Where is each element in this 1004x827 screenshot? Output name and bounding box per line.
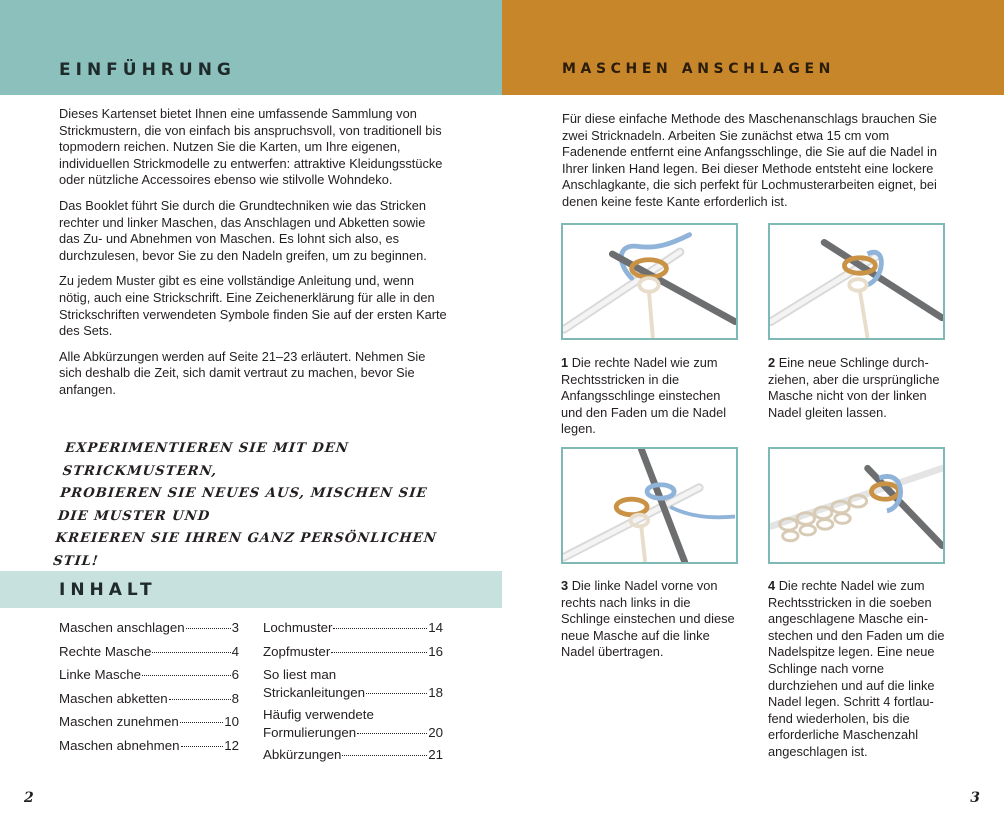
toc-leader-dots: [186, 628, 231, 629]
step-number: 4: [768, 578, 776, 593]
knitting-needles-icon: [770, 225, 943, 338]
toc-entry[interactable]: [59, 710, 239, 734]
toc-entry[interactable]: [263, 663, 443, 703]
intro-paragraph: Das Booklet führt Sie durch die Grundtechniken wie das Stricken rechter und linker Maschen, das Anschlagen und Abketten sowie das Zu- und Abnehmen von Maschen. Es lohnt sich also, es durchzulesen, bevor Sie zu den Nadeln greifen, um zu beginnen.: [59, 197, 427, 263]
toc-entry-title-line1: Häufig verwendete: [263, 707, 374, 722]
step-1-caption: [561, 355, 741, 438]
toc-entry-title: Formulierungen: [263, 724, 357, 740]
step-text: Die linke Nadel vorne von rechts nach links in die Schlinge einstechen und diese neue Masche auf die linke Nadel übertragen.: [561, 578, 735, 660]
handwritten-quote: [52, 438, 466, 573]
toc-entry-page: 16: [428, 643, 443, 659]
toc-entry-title: Lochmuster: [263, 620, 333, 635]
toc-entry-page: 4: [231, 643, 239, 659]
toc-entry-page: 10: [224, 714, 239, 729]
toc-leader-dots: [152, 652, 230, 653]
step-text: Die rechte Nadel wie zum Rechtsstricken in die Anfangsschlinge einstechen und den Faden um die Nadel legen.: [561, 355, 727, 437]
step-number: 1: [561, 355, 569, 370]
heading-maschen-anschlagen: MASCHEN ANSCHLAGEN: [562, 61, 835, 77]
toc-entry[interactable]: [59, 640, 239, 664]
toc-entry-title: Abkürzungen: [263, 747, 342, 762]
heading-inhalt: INHALT: [59, 580, 157, 600]
intro-paragraph: Dieses Kartenset bietet Ihnen eine umfassende Sammlung von Strickmustern, die von einfach bis anspruchsvoll, von traditionell bis topmodern reichen. Nutzen Sie die Karten, um Ihre eigenen, individuellen Strickmodelle zu entwerfen: attraktive Kleidungsstücke oder nützliche Accessoires ebenso wie stilvolle Wohndeko.: [59, 106, 443, 188]
toc-column-2: [263, 616, 443, 767]
toc-leader-dots: [366, 693, 427, 694]
step-3-caption: [561, 578, 741, 661]
right-page: [502, 0, 1004, 827]
step-number: 3: [561, 578, 569, 593]
toc-entry-page: 21: [428, 747, 443, 762]
step-2-illustration: [768, 223, 945, 340]
toc-entry-title: Linke Masche: [59, 667, 142, 682]
toc-entry[interactable]: [263, 703, 443, 743]
step-number: 2: [768, 355, 776, 370]
quote-line: KREIEREN SIE IHREN GANZ PERSÖNLICHEN STIL!: [52, 531, 438, 569]
knitting-needles-icon: [563, 449, 736, 562]
toc-column-1: [59, 616, 239, 757]
page-number-right: 3: [970, 790, 980, 806]
toc-entry[interactable]: [59, 663, 239, 687]
intro-paragraph: Alle Abkürzungen werden auf Seite 21–23 erläutert. Nehmen Sie sich deshalb die Zeit, sich damit vertraut zu machen, bevor Sie anfangen.: [59, 348, 426, 397]
step-text: Die rechte Nadel wie zum Rechtsstricken in die soeben angeschlagene Masche einstechen und den Faden um die Nadelspitze legen. Eine neue Schlinge nach vorne durchziehen und auf die linke Nadel legen. Schritt 4 fortlaufend wiederholen, bis die erforderliche Maschenzahl angeschlagen ist.: [768, 578, 945, 759]
step-text: Eine neue Schlinge durchziehen, aber die ursprüngliche Masche nicht von der linken Nadel gleiten lassen.: [768, 355, 940, 420]
toc-entry-page: 12: [224, 737, 239, 753]
toc-entry-page: 3: [231, 620, 239, 635]
toc-entry[interactable]: [59, 616, 239, 640]
intro-paragraph: Zu jedem Muster gibt es eine vollständige Anleitung und, wenn nötig, auch eine Strickschrift. Eine Zeichenerklärung für alle in den Strickschriften verwendeten Symbole finden Sie auf der ersten Karte des Sets.: [59, 273, 447, 339]
toc-leader-dots: [331, 652, 427, 653]
step-2-caption: [768, 355, 948, 421]
toc-leader-dots: [169, 699, 231, 700]
knitting-needles-icon: [563, 225, 736, 338]
toc-leader-dots: [181, 746, 224, 747]
toc-entry-page: 20: [428, 724, 443, 740]
step-4-illustration: [768, 447, 945, 564]
toc-entry[interactable]: [263, 743, 443, 767]
toc-entry[interactable]: [59, 734, 239, 758]
toc-entry-title-line1: So liest man: [263, 667, 337, 682]
toc-entry-title: Rechte Masche: [59, 643, 152, 659]
toc-entry[interactable]: [263, 640, 443, 664]
header-band-left: [0, 0, 502, 95]
quote-line: PROBIEREN SIE NEUES AUS, MISCHEN SIE DIE MUSTER UND: [57, 486, 429, 524]
quote-line: EXPERIMENTIEREN SIE MIT DEN STRICKMUSTERN,: [61, 441, 350, 479]
step-1-illustration: [561, 223, 738, 340]
toc-entry-title: Maschen abnehmen: [59, 737, 180, 753]
toc-entry[interactable]: [59, 687, 239, 711]
header-band-right: [502, 0, 1004, 95]
toc-entry-title: Zopfmuster: [263, 643, 331, 659]
toc-entry-page: 6: [231, 667, 239, 682]
step-3-illustration: [561, 447, 738, 564]
toc-leader-dots: [342, 755, 427, 756]
toc-leader-dots: [333, 628, 427, 629]
toc-entry-page: 14: [428, 620, 443, 635]
toc-entry-title: Maschen abketten: [59, 690, 168, 706]
toc-leader-dots: [180, 722, 223, 723]
toc-entry-title: Maschen zunehmen: [59, 714, 179, 729]
toc-leader-dots: [142, 675, 231, 676]
step-4-caption: [768, 578, 948, 761]
toc-entry[interactable]: [263, 616, 443, 640]
knitting-needles-icon: [770, 449, 943, 562]
toc-entry-page: 18: [428, 684, 443, 700]
page-number-left: 2: [24, 790, 34, 806]
introduction-text: [59, 106, 447, 408]
heading-einfuehrung: EINFÜHRUNG: [59, 60, 236, 80]
toc-leader-dots: [357, 733, 427, 734]
toc-entry-title: Strickanleitungen: [263, 684, 366, 700]
toc-entry-title: Maschen anschlagen: [59, 620, 185, 635]
cast-on-intro-text: Für diese einfache Methode des Maschenanschlags brauchen Sie zwei Stricknadeln. Arbeiten Sie zunächst etwa 15 cm vom Fadenende entfernt eine Anfangsschlinge, die Sie auf die Nadel in Ihrer linken Hand legen. Bei dieser Methode entsteht eine lockere Anschlagkante, die sich perfekt für Lochmusterarbeiten eignet, bei denen keine feste Kante erforderlich ist.: [562, 111, 937, 209]
toc-entry-page: 8: [231, 690, 239, 706]
